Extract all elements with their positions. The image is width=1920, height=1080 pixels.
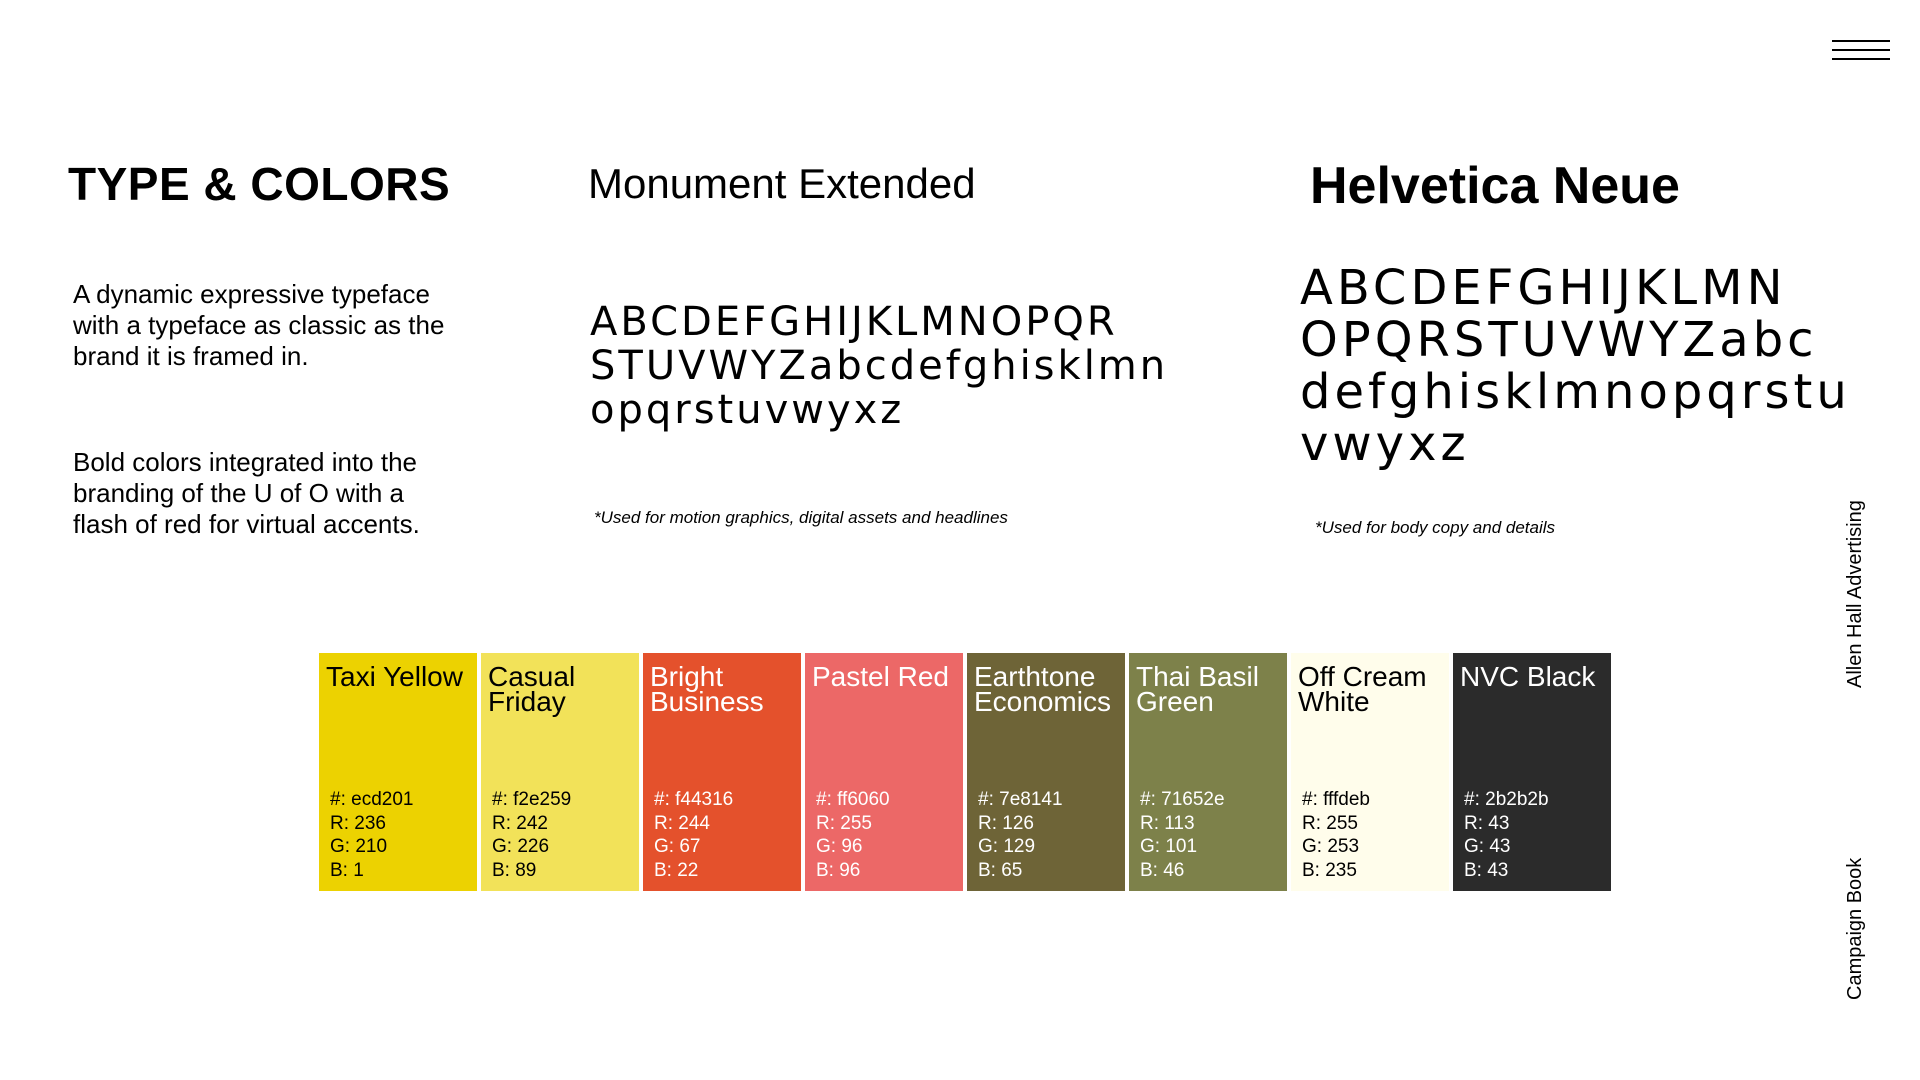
swatch-specs — [330, 788, 413, 882]
swatch-name: Bright Business — [650, 661, 764, 717]
side-label-agency: Allen Hall Advertising — [1844, 500, 1866, 688]
page-title: TYPE & COLORS — [68, 158, 451, 210]
swatch-hex: #: ff6060 — [816, 789, 890, 810]
swatch-hex: #: fffdeb — [1302, 789, 1370, 810]
swatch-hex: #: f44316 — [654, 789, 734, 810]
swatch-red-value: R: 255 — [1302, 812, 1358, 834]
color-swatch-earthtone-economics — [967, 653, 1125, 891]
intro-paragraph-typeface: A dynamic expressive typeface with a typeface as classic as the brand it is framed in. — [73, 279, 445, 371]
swatch-green-value: G: 96 — [816, 836, 863, 857]
swatch-green-value: G: 67 — [654, 836, 701, 857]
swatch-red-value: R: 126 — [978, 812, 1034, 834]
font-name-monument-extended: Monument Extended — [588, 160, 976, 207]
swatch-specs — [1302, 788, 1370, 882]
swatch-green-value: G: 43 — [1464, 836, 1511, 857]
swatch-blue-value: B: 96 — [816, 859, 861, 881]
menu-line — [1832, 40, 1890, 42]
font-name-helvetica-neue: Helvetica Neue — [1310, 157, 1680, 215]
swatch-blue-value: B: 235 — [1302, 859, 1357, 881]
font-specimen-helvetica-neue: ABCDEFGHIJKLMN OPQRSTUVWYZabc defghisklmnopqrstu vwyxz — [1300, 260, 1851, 472]
font-specimen-monument-extended: ABCDEFGHIJKLMNOPQR STUVWYZabcdefghisklmn opqrstuvwyxz — [590, 299, 1169, 433]
menu-line — [1832, 49, 1890, 51]
color-swatch-casual-friday — [481, 653, 639, 891]
swatch-red-value: R: 244 — [654, 812, 710, 834]
color-swatch-nvc-black — [1453, 653, 1611, 891]
swatch-name: Casual Friday — [488, 661, 576, 717]
swatch-hex: #: f2e259 — [492, 789, 572, 810]
swatch-green-value: G: 210 — [330, 836, 388, 857]
swatch-red-value: R: 236 — [330, 812, 386, 834]
swatch-hex: #: ecd201 — [330, 789, 414, 810]
swatch-hex: #: 2b2b2b — [1464, 789, 1549, 810]
hamburger-menu-icon[interactable] — [1832, 38, 1890, 66]
color-swatch-thai-basil-green — [1129, 653, 1287, 891]
swatch-name: Earthtone Economics — [974, 661, 1111, 717]
swatch-specs — [816, 788, 890, 882]
swatch-name: Taxi Yellow — [326, 661, 463, 692]
color-swatch-pastel-red — [805, 653, 963, 891]
swatch-red-value: R: 255 — [816, 812, 872, 834]
side-label-document: Campaign Book — [1844, 857, 1866, 1000]
swatch-blue-value: B: 1 — [330, 859, 364, 881]
font-usage-note-helvetica-neue: *Used for body copy and details — [1315, 518, 1556, 537]
color-swatch-bright-business — [643, 653, 801, 891]
swatch-specs — [1464, 788, 1549, 882]
swatch-specs — [1140, 788, 1225, 882]
swatch-green-value: G: 226 — [492, 836, 550, 857]
swatch-red-value: R: 43 — [1464, 812, 1510, 834]
swatch-hex: #: 71652e — [1140, 789, 1225, 810]
font-usage-note-monument-extended: *Used for motion graphics, digital assets and headlines — [594, 508, 1008, 527]
swatch-red-value: R: 242 — [492, 812, 548, 834]
color-swatch-taxi-yellow — [319, 653, 477, 891]
swatch-blue-value: B: 89 — [492, 859, 537, 881]
swatch-name: Thai Basil Green — [1136, 661, 1259, 717]
swatch-specs — [492, 788, 571, 882]
swatch-name: Off Cream White — [1298, 661, 1427, 717]
swatch-red-value: R: 113 — [1140, 812, 1195, 834]
swatch-hex: #: 7e8141 — [978, 789, 1063, 810]
swatch-name: NVC Black — [1460, 661, 1596, 692]
swatch-name: Pastel Red — [812, 661, 949, 692]
color-swatch-off-cream-white — [1291, 653, 1449, 891]
swatch-blue-value: B: 46 — [1140, 859, 1185, 881]
swatch-green-value: G: 129 — [978, 836, 1036, 857]
swatch-green-value: G: 101 — [1140, 836, 1198, 857]
swatch-green-value: G: 253 — [1302, 836, 1360, 857]
swatch-blue-value: B: 43 — [1464, 859, 1509, 881]
intro-paragraph-colors: Bold colors integrated into the branding of the U of O with a flash of red for virtual accents. — [73, 447, 420, 539]
menu-line — [1832, 58, 1890, 60]
swatch-specs — [978, 788, 1063, 882]
swatch-blue-value: B: 65 — [978, 859, 1023, 881]
swatch-blue-value: B: 22 — [654, 859, 699, 881]
swatch-specs — [654, 788, 733, 882]
color-swatch-row — [319, 653, 1611, 891]
